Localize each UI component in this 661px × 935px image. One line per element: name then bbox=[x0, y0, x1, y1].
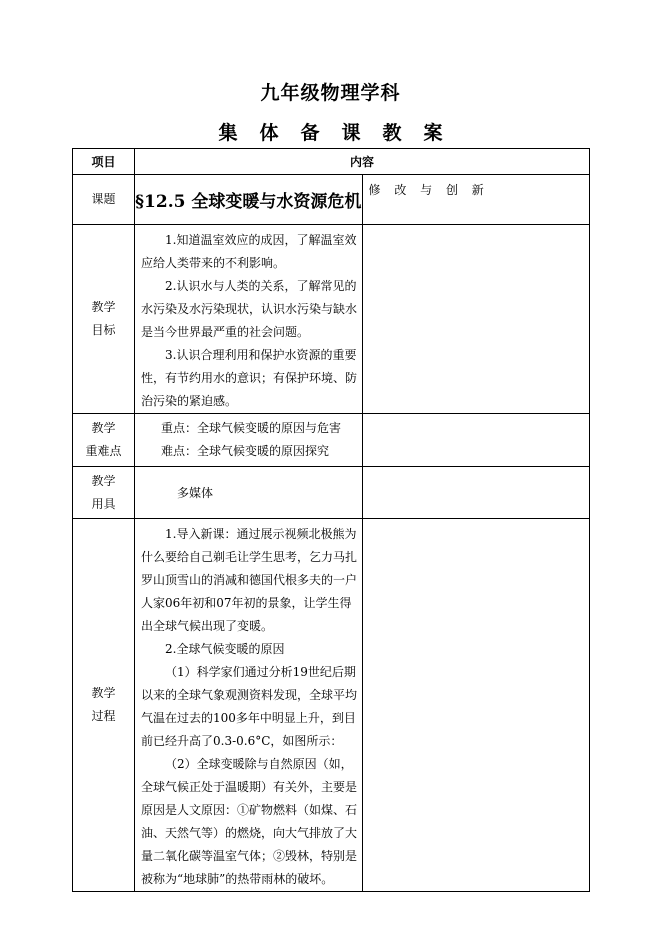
process-notes bbox=[362, 519, 590, 892]
tools-label: 教学 用具 bbox=[73, 467, 135, 519]
topic-value: §12.5 全球变暖与水资源危机 bbox=[135, 175, 363, 225]
process-paragraph: 1.导入新课：通过展示视频北极熊为什么要给自己剃毛让学生思考，乞力马扎罗山顶雪山的消减和德国代根多夫的一户人家06年初和07年初的景象，让学生得出全球气候出现了变暖。 bbox=[141, 527, 358, 633]
key-point-line: 重点：全球气候变暖的原因与危害 bbox=[161, 421, 342, 435]
table-header-row bbox=[73, 149, 590, 175]
goal-paragraph: 2.认识水与人类的关系，了解常见的水污染及水污染现状，认识水污染与缺水是当今世界最严重的社会问题。 bbox=[141, 279, 358, 339]
process-row bbox=[73, 519, 590, 892]
goals-content bbox=[135, 225, 363, 414]
subtitle-char: 备 bbox=[300, 122, 320, 144]
goals-row bbox=[73, 225, 590, 414]
process-label: 教学 过程 bbox=[73, 519, 135, 892]
process-paragraph: （1）科学家们通过分析19世纪后期以来的全球气象观测资料发现，全球平均气温在过去的100多年中明显上升，到目前已经升高了0.3-0.6°C，如图所示： bbox=[141, 665, 358, 748]
document-title: 九年级物理学科 bbox=[260, 82, 401, 104]
process-paragraph: 2.全球气候变暖的原因 bbox=[165, 642, 285, 656]
header-content: 内容 bbox=[135, 149, 590, 175]
tools-row bbox=[73, 467, 590, 519]
topic-label: 课题 bbox=[73, 175, 135, 225]
process-paragraph: （2）全球变暖除与自然原因（如，全球气候正处于温暖期）有关外，主要是原因是人文原因：①矿物燃料（如煤、石油、天然气等）的燃烧，向大气排放了大量二氧化碳等温室气体；②毁林，特别是被称为“地球肺”的热带雨林的破坏。 bbox=[141, 757, 358, 886]
topic-row bbox=[73, 175, 590, 225]
subtitle-char: 案 bbox=[423, 122, 443, 144]
goal-paragraph: 1.知道温室效应的成因，了解温室效应给人类带来的不利影响。 bbox=[141, 233, 357, 270]
subtitle-char: 体 bbox=[259, 122, 279, 144]
subtitle-char: 课 bbox=[341, 122, 361, 144]
goals-notes bbox=[362, 225, 590, 414]
document-subtitle bbox=[0, 118, 661, 145]
key-points-row bbox=[73, 414, 590, 467]
tools-notes bbox=[362, 467, 590, 519]
subtitle-char: 教 bbox=[382, 122, 402, 144]
header-item: 项目 bbox=[73, 149, 135, 175]
key-point-line: 难点：全球气候变暖的原因探究 bbox=[161, 444, 330, 458]
lesson-plan-table bbox=[72, 148, 590, 892]
goals-label: 教学 目标 bbox=[73, 225, 135, 414]
goal-paragraph: 3.认识合理利用和保护水资源的重要性，有节约用水的意识；有保护环境、防治污染的紧迫感。 bbox=[141, 348, 358, 408]
key-points-label: 教学 重难点 bbox=[73, 414, 135, 467]
tools-value: 多媒体 bbox=[135, 467, 363, 519]
process-content bbox=[135, 519, 363, 892]
subtitle-char: 集 bbox=[218, 122, 238, 144]
key-points-content bbox=[135, 414, 363, 467]
modify-innovate-label: 修 改 与 创 新 bbox=[362, 175, 590, 225]
key-points-notes bbox=[362, 414, 590, 467]
